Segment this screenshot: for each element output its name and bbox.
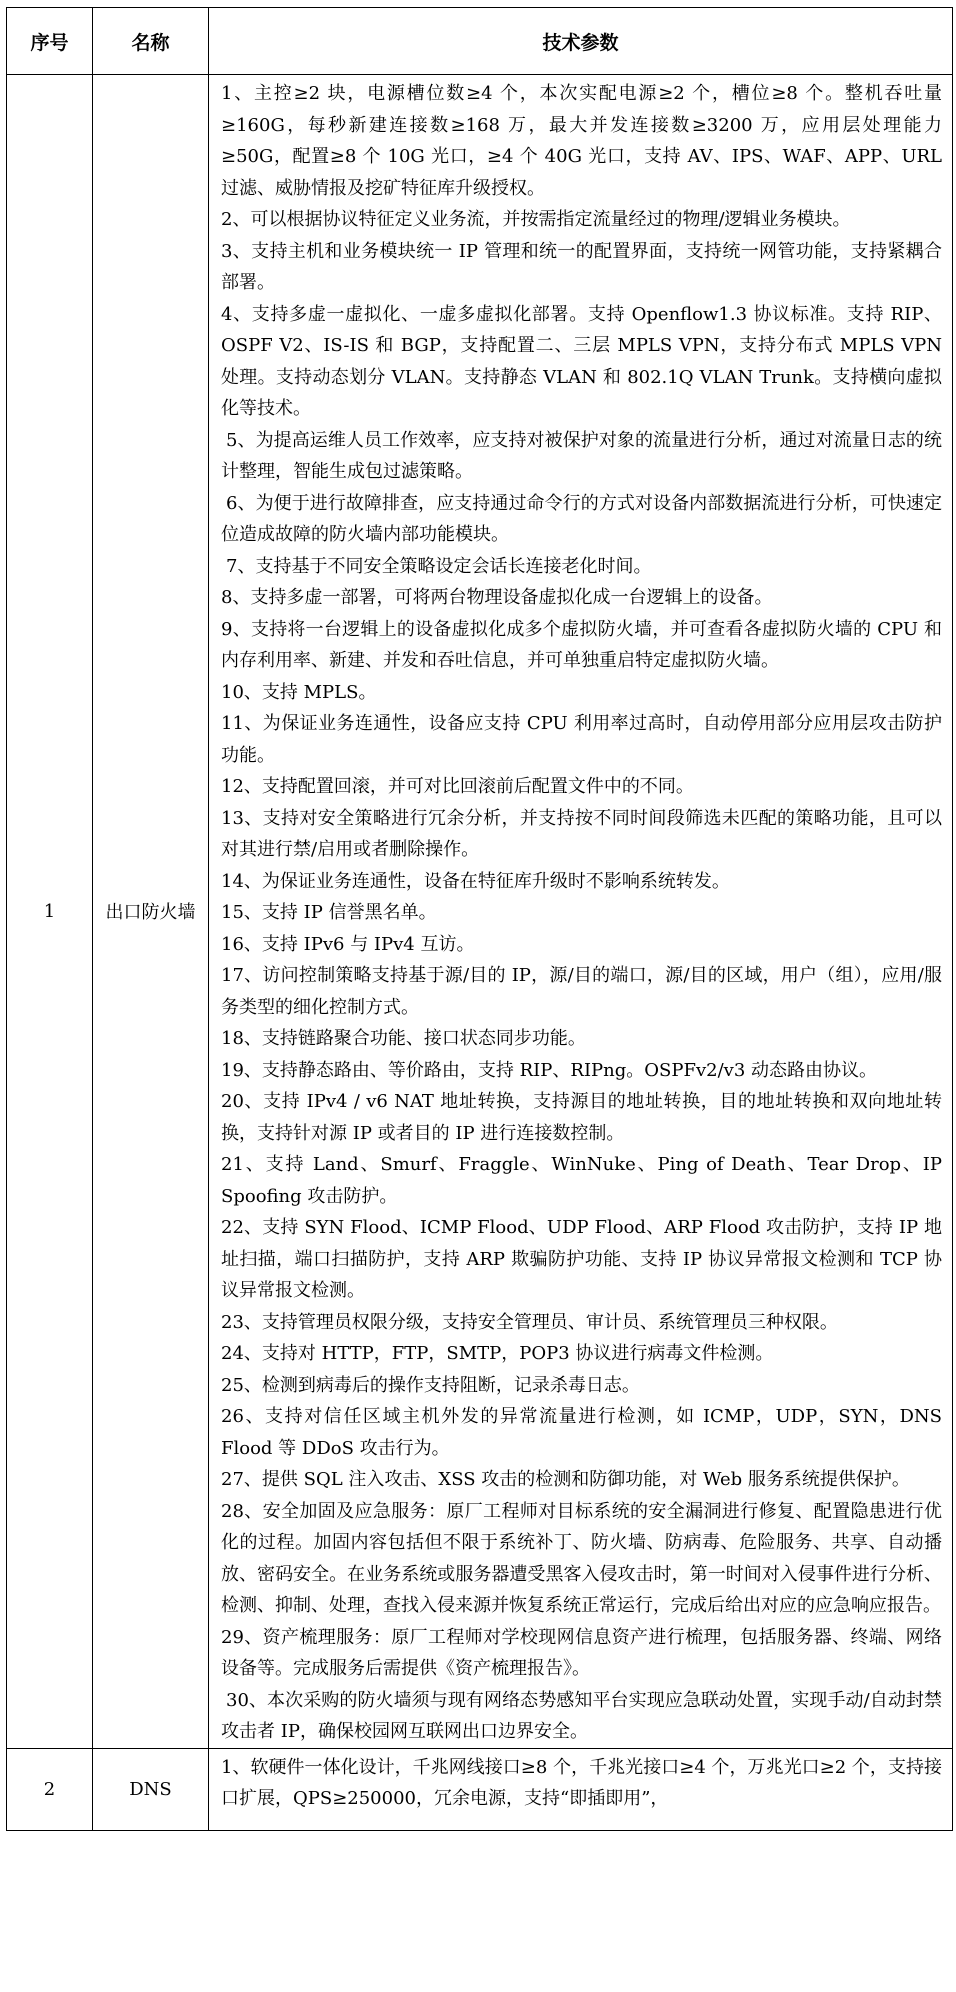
param-item: 11、为保证业务连通性，设备应支持 CPU 利用率过高时，自动停用部分应用层攻击防护功能。 — [221, 713, 942, 766]
table-row — [7, 1748, 953, 1830]
row-name: DNS — [93, 1748, 209, 1830]
row-name: 出口防火墙 — [93, 75, 209, 1749]
param-item: 27、提供 SQL 注入攻击、XSS 攻击的检测和防御功能，对 Web 服务系统提供保护。 — [221, 1469, 910, 1490]
table-row — [7, 75, 953, 1749]
param-item: 26、支持对信任区域主机外发的异常流量进行检测，如 ICMP，UDP，SYN，DNS Flood 等 DDoS 攻击行为。 — [221, 1406, 942, 1459]
param-item: 6、为便于进行故障排查，应支持通过命令行的方式对设备内部数据流进行分析，可快速定位造成故障的防火墙内部功能模块。 — [221, 492, 942, 545]
row-serial: 1 — [7, 75, 93, 1749]
param-item: 8、支持多虚一部署，可将两台物理设备虚拟化成一台逻辑上的设备。 — [221, 587, 773, 608]
param-item: 17、访问控制策略支持基于源/目的 IP，源/目的端口，源/目的区域，用户（组），应用/服务类型的细化控制方式。 — [221, 965, 942, 1018]
param-item: 5、为提高运维人员工作效率，应支持对被保护对象的流量进行分析，通过对流量日志的统计整理，智能生成包过滤策略。 — [221, 429, 942, 482]
param-item: 3、支持主机和业务模块统一 IP 管理和统一的配置界面，支持统一网管功能，支持紧耦合部署。 — [221, 240, 942, 293]
header-name: 名称 — [93, 8, 209, 75]
document-page — [6, 7, 952, 1992]
param-item: 28、安全加固及应急服务：原厂工程师对目标系统的安全漏洞进行修复、配置隐患进行优化的过程。加固内容包括但不限于系统补丁、防火墙、防病毒、危险服务、共享、自动播放、密码安全。在业务系统或服务器遭受黑客入侵攻击时，第一时间对入侵事件进行分析、检测、抑制、处理，查找入侵来源并恢复系统正常运行，完成后给出对应的应急响应报告。 — [221, 1500, 942, 1616]
param-item: 24、支持对 HTTP，FTP，SMTP，POP3 协议进行病毒文件检测。 — [221, 1343, 774, 1364]
param-item: 13、支持对安全策略进行冗余分析，并支持按不同时间段筛选未匹配的策略功能，且可以对其进行禁/启用或者删除操作。 — [221, 807, 942, 860]
param-item: 4、支持多虚一虚拟化、一虚多虚拟化部署。支持 Openflow1.3 协议标准。支持 RIP、OSPF V2、IS-IS 和 BGP，支持配置二、三层 MPLS VPN，支持分布式 MPLS VPN 处理。支持动态划分 VLAN。支持静态 VLAN 和 802.1Q VLAN Trunk。支持横向虚拟化等技术。 — [221, 303, 942, 419]
param-item: 2、可以根据协议特征定义业务流，并按需指定流量经过的物理/逻辑业务模块。 — [221, 209, 851, 230]
spec-table — [6, 7, 953, 1831]
param-item: 7、支持基于不同安全策略设定会话长连接老化时间。 — [226, 555, 652, 577]
param-item: 21、支持 Land、Smurf、Fraggle、WinNuke、Ping of Death、Tear Drop、IP Spoofing 攻击防护。 — [221, 1154, 942, 1207]
param-item: 1、主控≥2 块，电源槽位数≥4 个，本次实配电源≥2 个，槽位≥8 个。整机吞吐量≥160G，每秒新建连接数≥168 万，最大并发连接数≥3200 万，应用层处理能力≥50G，配置≥8 个 10G 光口，≥4 个 40G 光口，支持 AV、IPS、WAF、APP、URL 过滤、威胁情报及挖矿特征库升级授权。 — [221, 83, 942, 199]
param-item: 29、资产梳理服务：原厂工程师对学校现网信息资产进行梳理，包括服务器、终端、网络设备等。完成服务后需提供《资产梳理报告》。 — [221, 1626, 942, 1679]
param-item: 15、支持 IP 信誉黑名单。 — [221, 902, 437, 923]
row-serial: 2 — [7, 1748, 93, 1830]
param-item: 22、支持 SYN Flood、ICMP Flood、UDP Flood、ARP Flood 攻击防护，支持 IP 地址扫描，端口扫描防护，支持 ARP 欺骗防护功能、支持 IP 协议异常报文检测和 TCP 协议异常报文检测。 — [221, 1217, 942, 1301]
param-item: 12、支持配置回滚，并可对比回滚前后配置文件中的不同。 — [221, 776, 694, 797]
header-serial: 序号 — [7, 8, 93, 75]
table-header-row — [7, 8, 953, 75]
header-params: 技术参数 — [209, 8, 953, 75]
row-params — [209, 1748, 953, 1830]
param-item: 30、本次采购的防火墙须与现有网络态势感知平台实现应急联动处置，实现手动/自动封禁攻击者 IP，确保校园网互联网出口边界安全。 — [221, 1689, 942, 1742]
param-item: 1、软硬件一体化设计，千兆网线接口≥8 个，千兆光接口≥4 个，万兆光口≥2 个，支持接口扩展，QPS≥250000，冗余电源，支持“即插即用”， — [221, 1756, 942, 1809]
param-item: 10、支持 MPLS。 — [221, 681, 377, 703]
param-item: 25、检测到病毒后的操作支持阻断，记录杀毒日志。 — [221, 1374, 640, 1396]
row-params — [209, 75, 953, 1749]
param-item: 9、支持将一台逻辑上的设备虚拟化成多个虚拟防火墙，并可查看各虚拟防火墙的 CPU 和内存利用率、新建、并发和吞吐信息，并可单独重启特定虚拟防火墙。 — [221, 618, 942, 671]
param-item: 20、支持 IPv4 / v6 NAT 地址转换，支持源目的地址转换，目的地址转换和双向地址转换，支持针对源 IP 或者目的 IP 进行连接数控制。 — [221, 1091, 942, 1144]
param-item: 16、支持 IPv6 与 IPv4 互访。 — [221, 933, 475, 955]
param-item: 23、支持管理员权限分级，支持安全管理员、审计员、系统管理员三种权限。 — [221, 1311, 838, 1333]
param-item: 18、支持链路聚合功能、接口状态同步功能。 — [221, 1028, 586, 1049]
param-item: 14、为保证业务连通性，设备在特征库升级时不影响系统转发。 — [221, 870, 730, 892]
param-item: 19、支持静态路由、等价路由，支持 RIP、RIPng。OSPFv2/v3 动态路由协议。 — [221, 1059, 878, 1081]
